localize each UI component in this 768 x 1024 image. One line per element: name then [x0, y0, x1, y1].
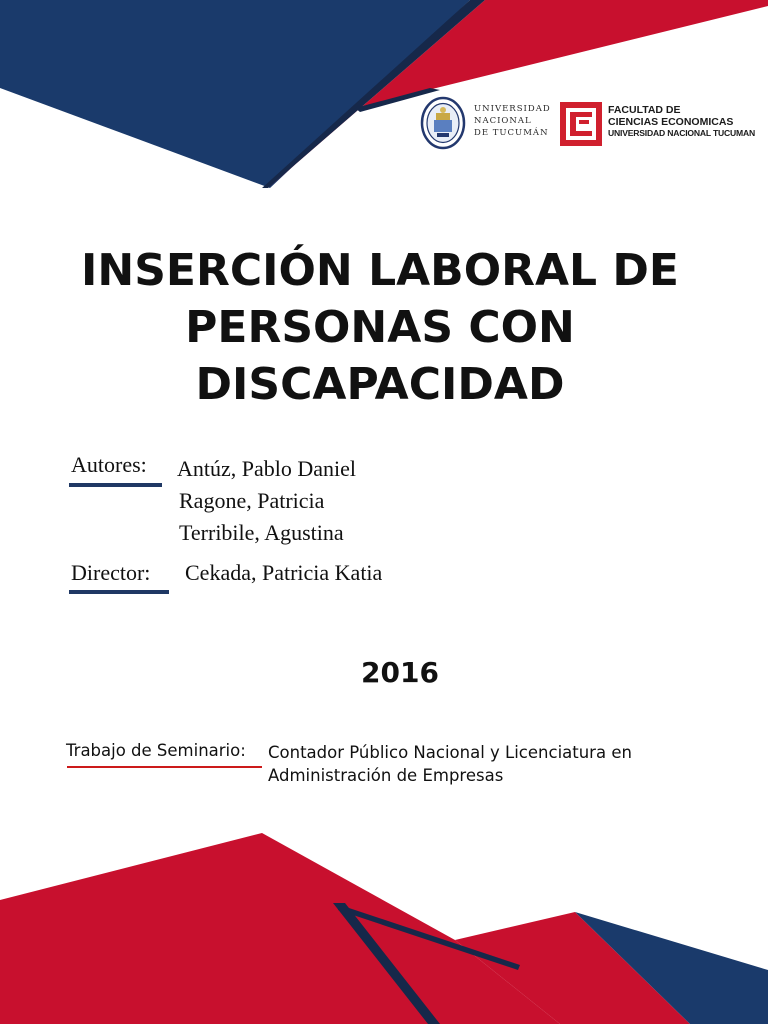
fce-line-1: FACULTAD DE — [608, 104, 681, 116]
seminar-line-2: Administración de Empresas — [268, 766, 504, 785]
author-name-3: Terribile, Agustina — [179, 520, 344, 545]
seminar-underline — [67, 766, 262, 768]
fce-logo-icon — [560, 102, 602, 146]
author-name-2: Ragone, Patricia — [179, 488, 325, 513]
seminar-description — [268, 741, 632, 787]
seminar-line-1: Contador Público Nacional y Licenciatura en — [268, 743, 632, 762]
director-underline — [69, 590, 169, 594]
title-line-3: DISCAPACIDAD — [195, 359, 565, 410]
bottom-red-right-shape — [455, 912, 690, 1024]
authors-underline — [69, 483, 162, 487]
unt-line-2: NACIONAL — [474, 116, 532, 126]
unt-line-1: UNIVERSIDAD — [474, 104, 551, 114]
director-name: Cekada, Patricia Katia — [185, 560, 383, 585]
bottom-navy-shape — [575, 912, 768, 1024]
authors-label: Autores: — [71, 452, 147, 477]
document-title — [40, 242, 720, 413]
fce-line-3: UNIVERSIDAD NACIONAL TUCUMAN — [608, 128, 756, 138]
seminar-label: Trabajo de Seminario: — [66, 741, 246, 760]
year: 2016 — [361, 656, 439, 689]
fce-logo — [558, 100, 768, 150]
bottom-red-left-shape — [0, 833, 560, 1024]
university-seal-icon — [420, 96, 466, 150]
title-line-2: PERSONAS CON — [185, 302, 575, 353]
director-label: Director: — [71, 560, 151, 585]
bottom-dark-line-2 — [338, 905, 520, 970]
author-name-1: Antúz, Pablo Daniel — [177, 456, 357, 481]
fce-line-2: CIENCIAS ECONOMICAS — [608, 116, 734, 128]
bottom-dark-line-1 — [333, 903, 440, 1024]
unt-line-3: DE TUCUMÁN — [474, 128, 549, 138]
unt-logo — [420, 96, 552, 152]
title-line-1: INSERCIÓN LABORAL DE — [81, 245, 679, 296]
